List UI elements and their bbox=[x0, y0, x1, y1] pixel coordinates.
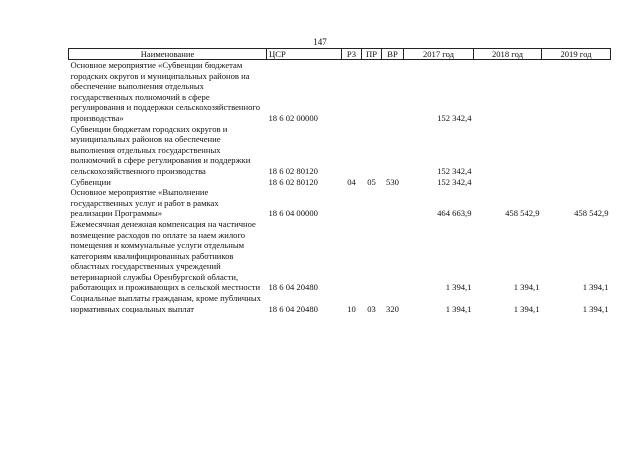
row-2018 bbox=[474, 177, 542, 188]
row-2018 bbox=[474, 124, 542, 177]
row-2019: 458 542,9 bbox=[574, 208, 609, 219]
row-2019: 1 394,1 bbox=[582, 282, 609, 293]
row-rz bbox=[342, 219, 362, 293]
row-vr: 530 bbox=[386, 176, 399, 187]
header-2017: 2017 год bbox=[404, 49, 474, 60]
row-csr: 18 6 02 00000 bbox=[268, 112, 318, 123]
row-vr bbox=[382, 219, 404, 293]
header-rz: РЗ bbox=[342, 49, 362, 60]
row-pr bbox=[362, 124, 382, 177]
page-number: 147 bbox=[313, 37, 327, 47]
row-csr: 18 6 04 00000 bbox=[268, 208, 318, 219]
header-2019: 2019 год bbox=[542, 49, 611, 60]
row-csr: 18 6 04 20480 bbox=[268, 303, 318, 314]
row-2018: 1 394,1 bbox=[513, 303, 540, 314]
row-rz bbox=[342, 60, 362, 124]
budget-table bbox=[68, 48, 611, 314]
row-rz bbox=[342, 187, 362, 219]
row-2019: 1 394,1 bbox=[582, 303, 609, 314]
row-vr bbox=[382, 187, 404, 219]
row-2017: 1 394,1 bbox=[445, 282, 472, 293]
row-csr: 18 6 02 80120 bbox=[268, 165, 318, 176]
row-name: Основное мероприятие «Выполнение государственных услуг и работ в рамках реализации Программы» bbox=[70, 187, 219, 219]
table-row bbox=[69, 177, 611, 188]
header-name: Наименование bbox=[69, 49, 267, 60]
row-pr: 05 bbox=[367, 176, 376, 187]
row-2018: 458 542,9 bbox=[505, 208, 540, 219]
row-2019 bbox=[542, 124, 611, 177]
header-csr: ЦСР bbox=[267, 49, 342, 60]
row-vr: 320 bbox=[386, 303, 399, 314]
row-name: Субвенции бюджетам городских округов и муниципальных районов на обеспечение выполнения отдельных государственных полномочий в сфере регулирования и поддержки сельскохозяйственного производства bbox=[70, 123, 251, 176]
table-row bbox=[69, 124, 611, 177]
row-vr bbox=[382, 60, 404, 124]
table-row bbox=[69, 219, 611, 293]
row-pr: 03 bbox=[367, 303, 376, 314]
row-2019 bbox=[542, 60, 611, 124]
row-2017: 152 342,4 bbox=[437, 165, 472, 176]
table-row bbox=[69, 293, 611, 314]
row-name: Основное мероприятие «Субвенции бюджетам городских округов и муниципальных районов на обеспечение выполнения отдельных государственных полномочий в сфере регулирования и поддержки сельскохозяйственного производства» bbox=[70, 60, 260, 123]
row-2019 bbox=[542, 177, 611, 188]
row-rz bbox=[342, 124, 362, 177]
row-pr bbox=[362, 60, 382, 124]
row-vr bbox=[382, 124, 404, 177]
table-row bbox=[69, 60, 611, 124]
row-rz: 04 bbox=[347, 176, 356, 187]
row-pr bbox=[362, 187, 382, 219]
row-2017: 464 663,9 bbox=[437, 208, 472, 219]
header-2018: 2018 год bbox=[474, 49, 542, 60]
table-header-row bbox=[69, 49, 611, 60]
row-name: Субвенции bbox=[70, 176, 111, 187]
row-2018: 1 394,1 bbox=[513, 282, 540, 293]
row-name: Социальные выплаты гражданам, кроме публичных нормативных социальных выплат bbox=[70, 293, 261, 314]
row-rz: 10 bbox=[347, 303, 356, 314]
row-2017: 152 342,4 bbox=[437, 176, 472, 187]
row-2017: 1 394,1 bbox=[445, 303, 472, 314]
row-csr: 18 6 04 20480 bbox=[268, 282, 318, 293]
row-csr: 18 6 02 80120 bbox=[268, 176, 318, 187]
row-pr bbox=[362, 219, 382, 293]
row-2018 bbox=[474, 60, 542, 124]
row-name: Ежемесячная денежная компенсация на частичное возмещение расходов по оплате за наем жилого помещения и коммунальные услуги отдельным категориям квалифицированных работников областных государственных учреждений ветеринарной службы Оренбургской области, работающих и проживающих в сельской местности bbox=[70, 218, 261, 293]
header-vr: ВР bbox=[382, 49, 404, 60]
row-2017: 152 342,4 bbox=[437, 112, 472, 123]
table-row bbox=[69, 187, 611, 219]
header-pr: ПР bbox=[362, 49, 382, 60]
